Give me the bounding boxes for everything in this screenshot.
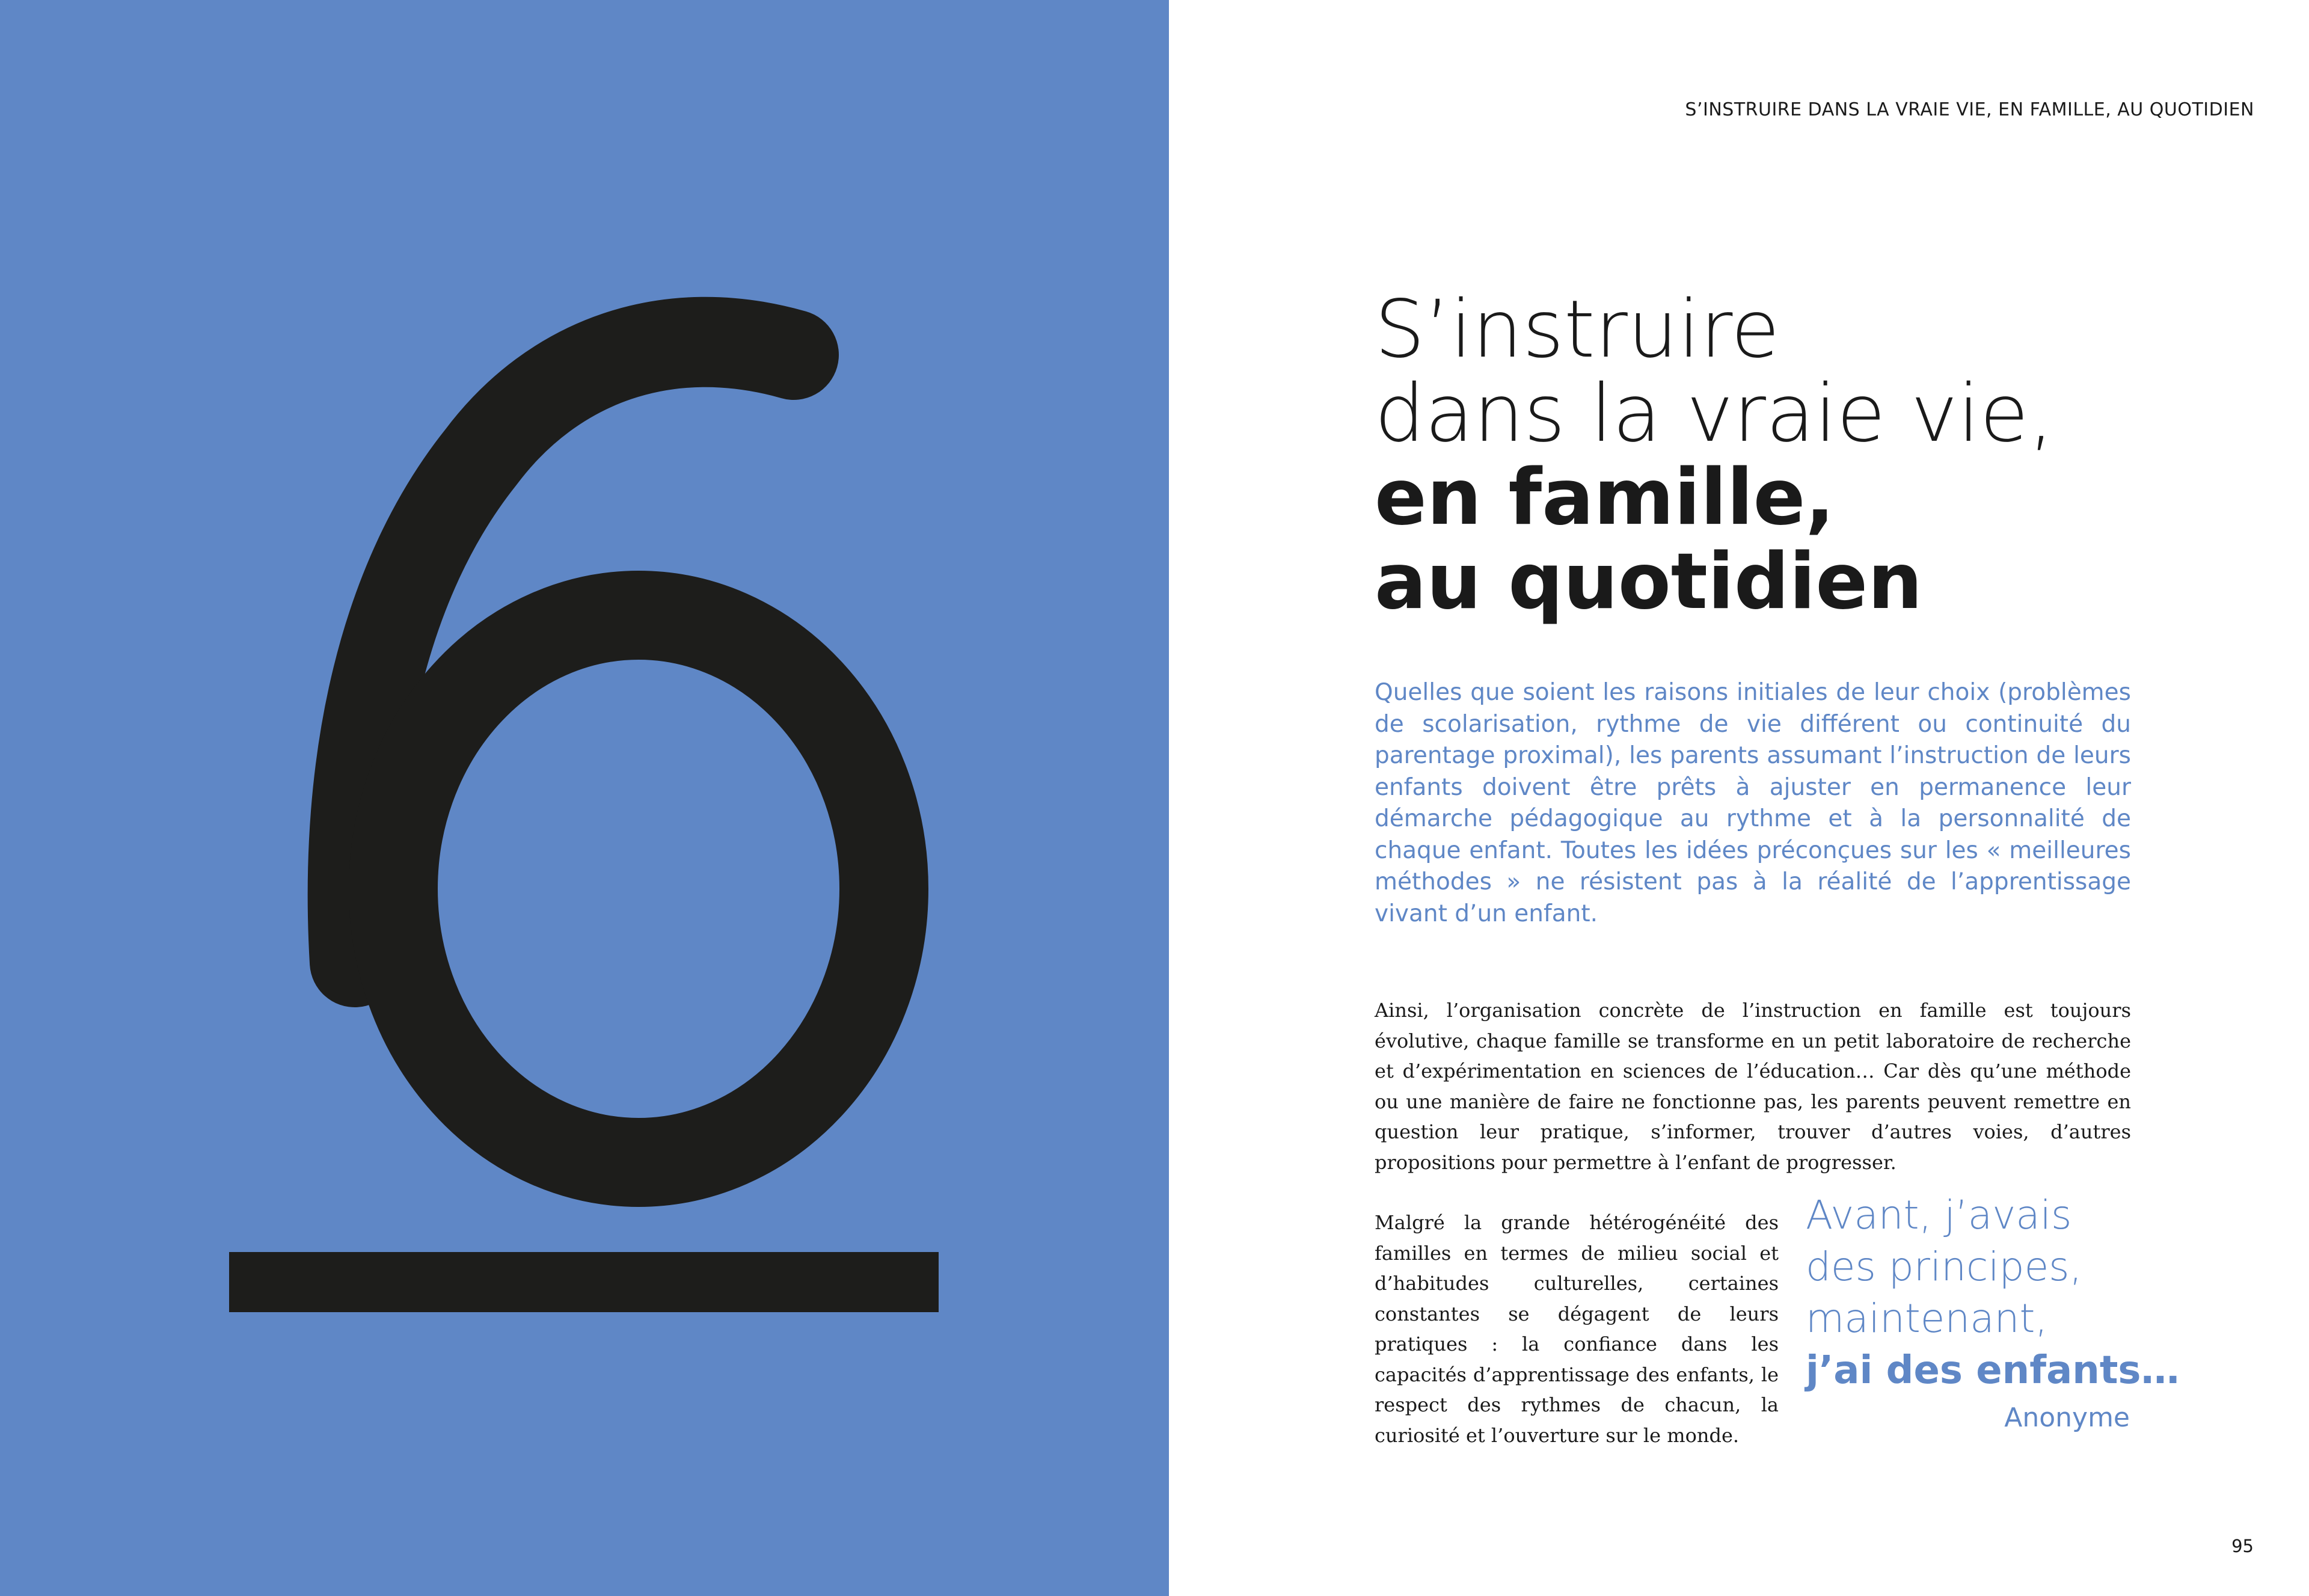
pull-quote bbox=[1806, 1189, 2180, 1435]
title-line-2: dans la vraie vie, bbox=[1375, 367, 2054, 460]
chapter-intro: Quelles que soient les raisons initiales de leur choix (problèmes de scolarisation, rythme de vie différent ou continuité du parentage proximal), les parents assumant l’instruction de leurs enfants doivent être prêts à ajuster en permanence leur démarche pédagogique au rythme et à la personnalité de chaque enfant. Toutes les idées préconçues sur les « meilleures méthodes » ne résistent pas à la réalité de l’apprentissage vivant d’un enfant. bbox=[1375, 679, 2131, 927]
quote-line-4: j’ai des enfants… bbox=[1806, 1348, 2180, 1393]
page-number: 95 bbox=[2231, 1536, 2254, 1556]
title-line-4: au quotidien bbox=[1375, 537, 1923, 627]
body-paragraph-1: Ainsi, l’organisation concrète de l’instruction en famille est toujours évolutive, chaque famille se transforme en un petit laboratoire de recherche et d’expérimentation en sciences de l’éducation… Car dès qu’une méthode ou une manière de faire ne fonctionne pas, les parents peuvent remettre en question leur pratique, s’informer, trouver d’autres voies, d’autres propositions pour permettre à l’enfant de progresser. bbox=[1375, 999, 2131, 1174]
chapter-underline-bar bbox=[229, 1252, 939, 1312]
title-line-1: S’instruire bbox=[1375, 283, 1780, 376]
running-header: S’INSTRUIRE DANS LA VRAIE VIE, EN FAMILLE, AU QUOTIDIEN bbox=[1685, 99, 2254, 120]
body-paragraph-2: Malgré la grande hétérogénéité des familles en termes de milieu social et d’habitudes culturelles, certaines constantes se dégagent de leurs pratiques : la confiance dans les capacités d’apprentissage des enfants, le respect des rythmes de chacun, la curiosité et l’ouverture sur le monde. bbox=[1375, 1211, 1779, 1447]
quote-line-1: Avant, j’avais bbox=[1806, 1192, 2072, 1238]
chapter-title bbox=[1375, 283, 2156, 627]
quote-line-2: des principes, bbox=[1806, 1244, 2082, 1290]
title-line-3: en famille, bbox=[1375, 453, 1835, 542]
quote-line-3: maintenant, bbox=[1806, 1295, 2048, 1342]
quote-attribution: Anonyme bbox=[2004, 1402, 2130, 1433]
